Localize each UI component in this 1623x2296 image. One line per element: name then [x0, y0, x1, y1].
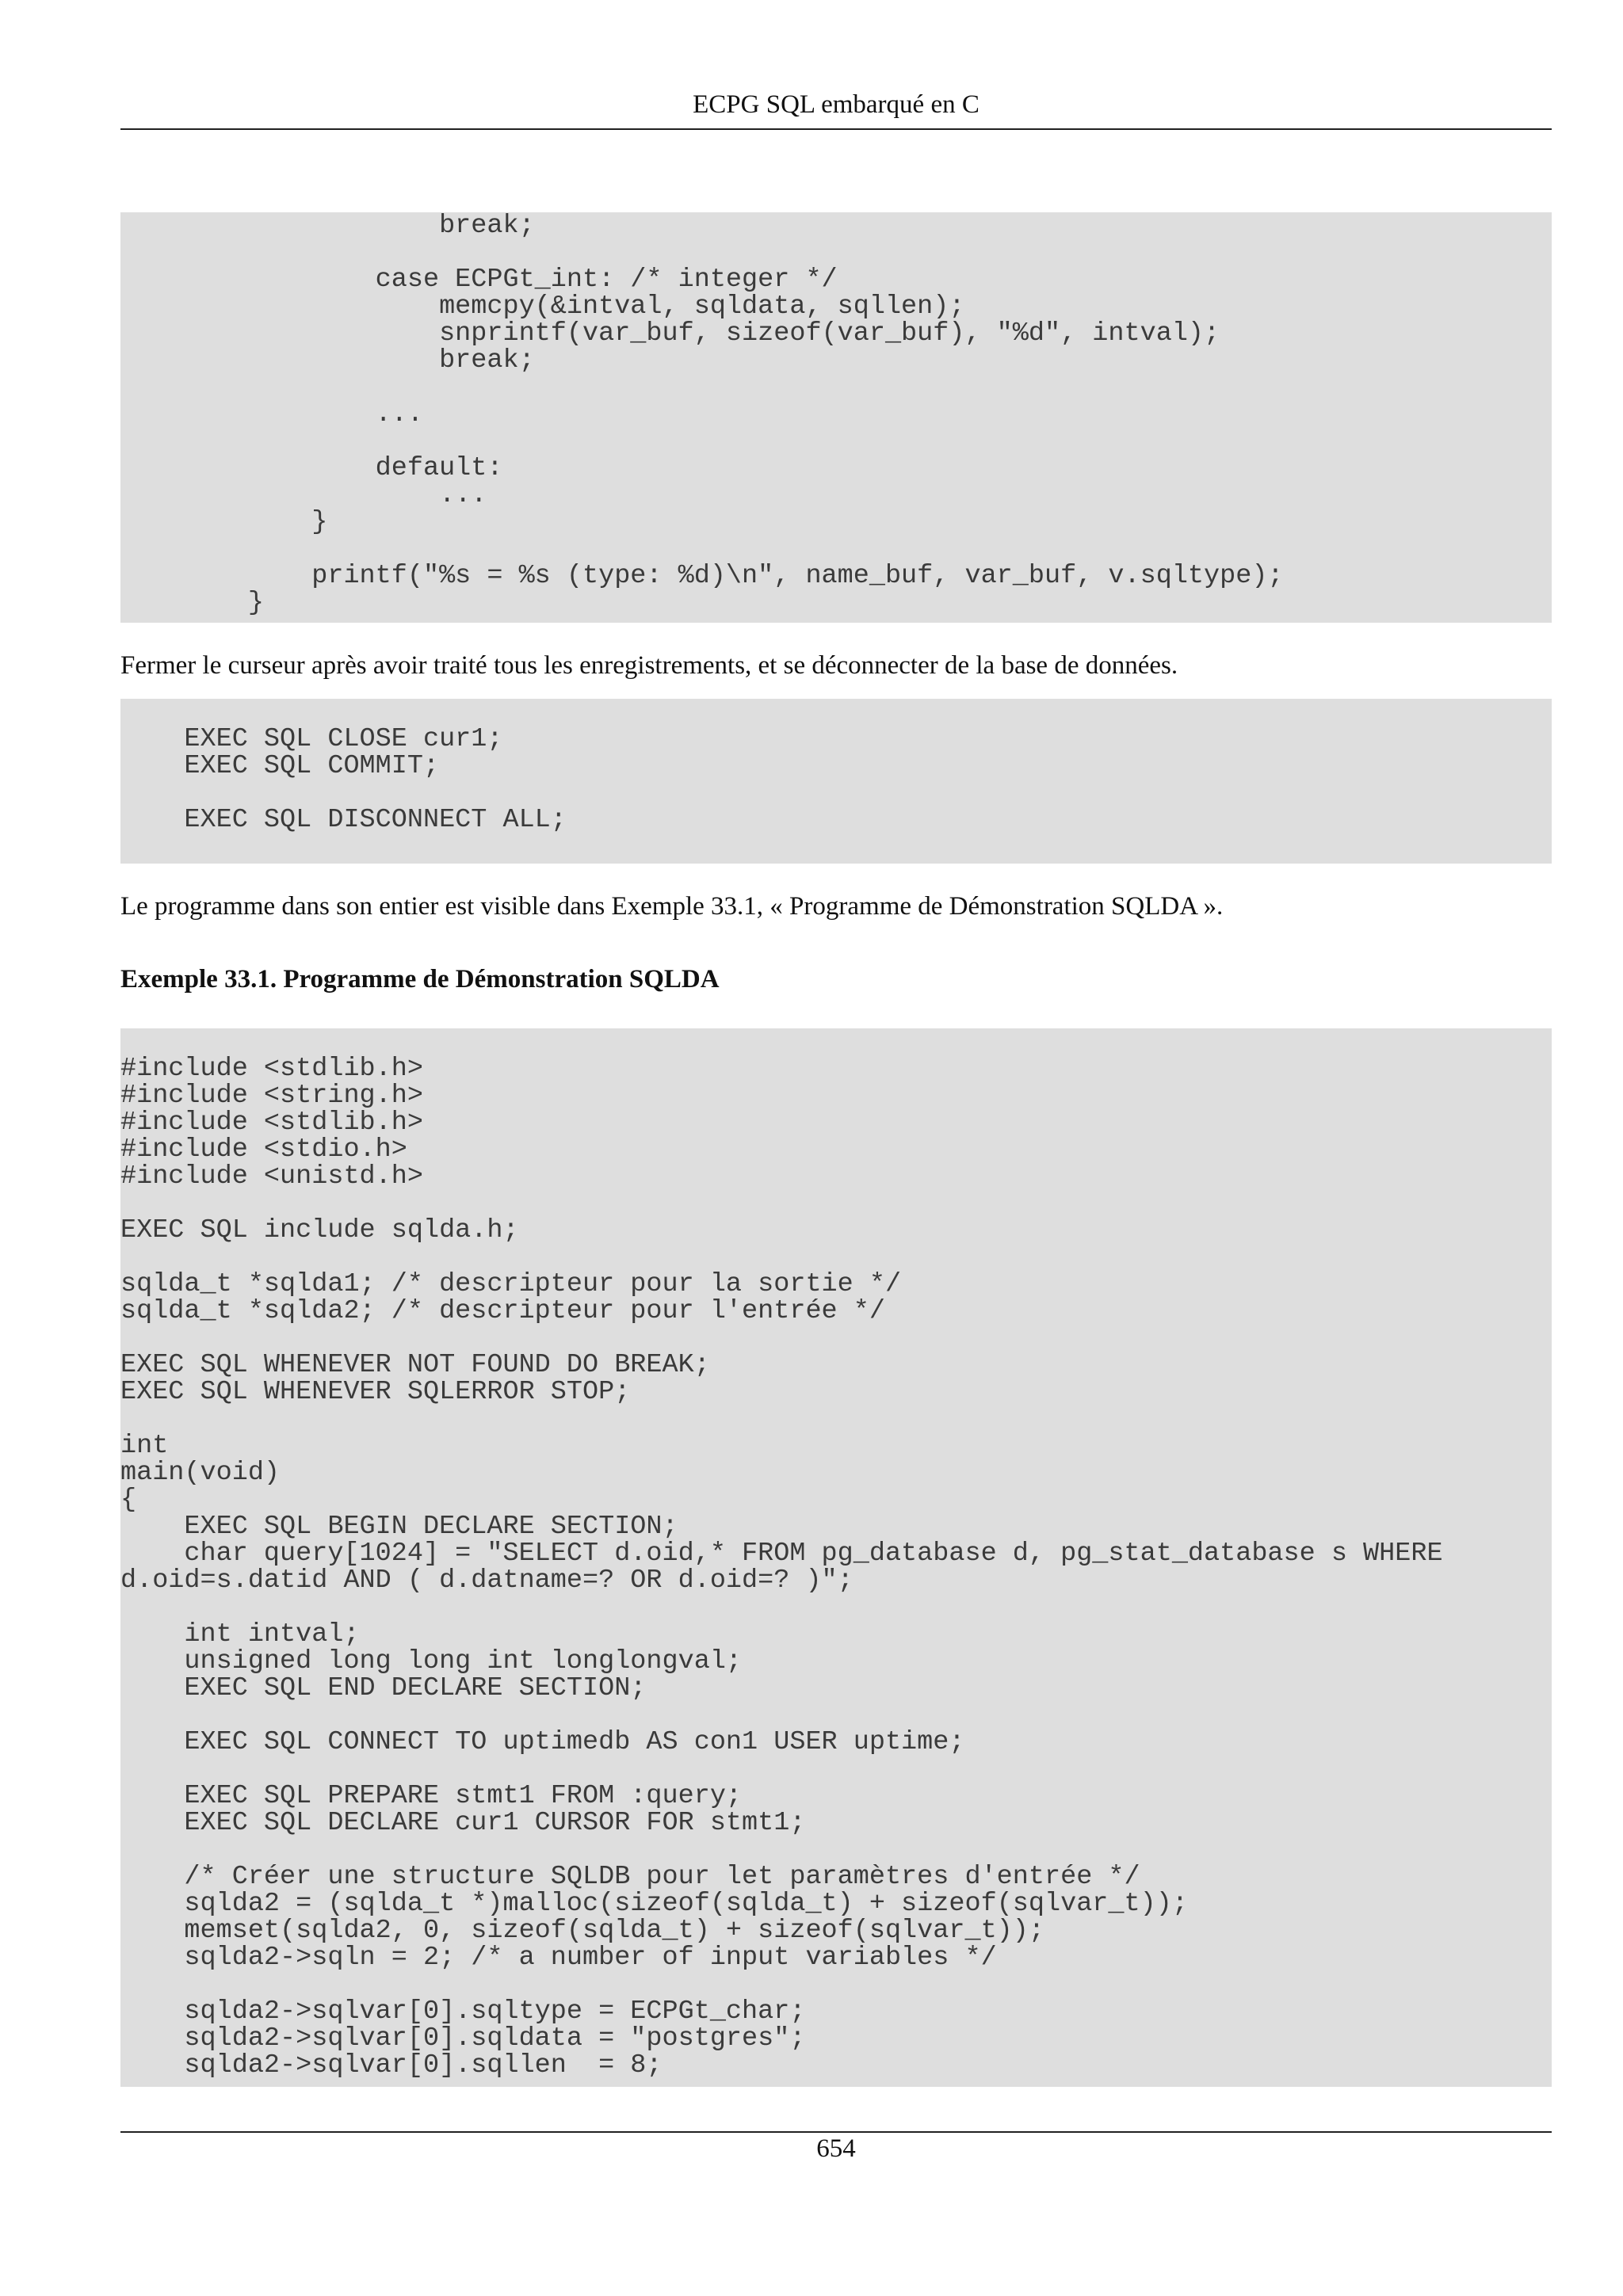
- paragraph-close-cursor: Fermer le curseur après avoir traité tous les enregistrements, et se déconnecter de la base de données.: [120, 651, 1178, 680]
- paragraph-full-program: Le programme dans son entier est visible dans Exemple 33.1, « Programme de Démonstration SQLDA ».: [120, 892, 1224, 921]
- running-header: ECPG SQL embarqué en C: [693, 90, 980, 119]
- code-block-close-disconnect: EXEC SQL CLOSE cur1; EXEC SQL COMMIT; EXEC SQL DISCONNECT ALL;: [120, 699, 1552, 864]
- page-number: 654: [816, 2134, 856, 2163]
- code-block-switch-cases: break; case ECPGt_int: /* integer */ memcpy(&intval, sqldata, sqllen); snprintf(var_buf, sizeof(var_buf), "%d", intval); break; ... default: ... } printf("%s = %s (type: %d)\n", name_buf, var_buf, v.sqltype); }: [120, 212, 1552, 623]
- code-block-sqlda-demo: #include <stdlib.h> #include <string.h> #include <stdlib.h> #include <stdio.h> #include <unistd.h> EXEC SQL include sqlda.h; sqlda_t *sqlda1; /* descripteur pour la sortie */ sqlda_t *sqlda2; /* descripteur pour l'entrée */ EXEC SQL WHENEVER NOT FOUND DO BREAK; EXEC SQL WHENEVER SQLERROR STOP; int main(void) { EXEC SQL BEGIN DECLARE SECTION; char query[1024] = "SELECT d.oid,* FROM pg_database d, pg_stat_database s WHERE d.oid=s.datid AND ( d.datname=? OR d.oid=? )"; int intval; unsigned long long int longlongval; EXEC SQL END DECLARE SECTION; EXEC SQL CONNECT TO uptimedb AS con1 USER uptime; EXEC SQL PREPARE stmt1 FROM :query; EXEC SQL DECLARE cur1 CURSOR FOR stmt1; /* Créer une structure SQLDB pour let paramètres d'entrée */ sqlda2 = (sqlda_t *)malloc(sizeof(sqlda_t) + sizeof(sqlvar_t)); memset(sqlda2, 0, sizeof(sqlda_t) + sizeof(sqlvar_t)); sqlda2->sqln = 2; /* a number of input variables */ sqlda2->sqlvar[0].sqltype = ECPGt_char; sqlda2->sqlvar[0].sqldata = "postgres"; sqlda2->sqlvar[0].sqllen = 8;: [120, 1028, 1552, 2087]
- example-caption: Exemple 33.1. Programme de Démonstration SQLDA: [120, 965, 720, 994]
- header-rule: [120, 128, 1552, 130]
